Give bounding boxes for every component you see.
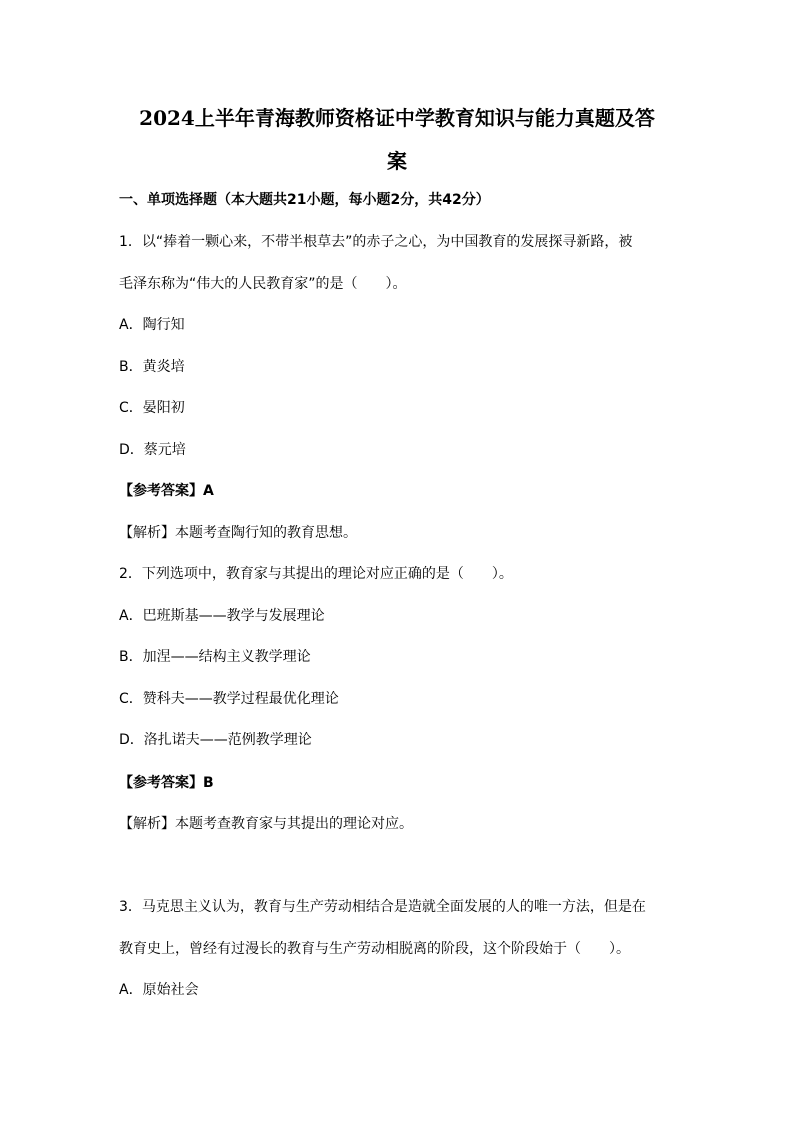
question-3-option-a: A．原始社会	[119, 982, 199, 998]
question-2-stem: 2．下列选项中，教育家与其提出的理论对应正确的是（ ）。	[119, 566, 513, 582]
question-1-option-a: A．陶行知	[119, 317, 185, 333]
question-1-analysis: 【解析】本题考查陶行知的教育思想。	[119, 525, 357, 541]
question-3-stem-line-1: 3．马克思主义认为，教育与生产劳动相结合是造就全面发展的人的唯一方法，但是在	[119, 899, 646, 915]
question-2-option-c: C．赞科夫——教学过程最优化理论	[119, 691, 339, 707]
question-3-stem-line-2: 教育史上，曾经有过漫长的教育与生产劳动相脱离的阶段，这个阶段始于（ ）。	[119, 941, 630, 957]
question-2-option-a: A．巴班斯基——教学与发展理论	[119, 608, 325, 624]
question-1-option-c: C．晏阳初	[119, 400, 185, 416]
question-1-stem-line-2: 毛泽东称为“伟大的人民教育家”的是（ ）。	[119, 276, 407, 292]
question-1-option-b: B．黄炎培	[119, 359, 185, 375]
question-2-option-b: B．加涅——结构主义教学理论	[119, 649, 311, 665]
question-1-answer: 【参考答案】A	[119, 483, 214, 499]
question-2-option-d: D．洛扎诺夫——范例教学理论	[119, 732, 312, 748]
section-heading: 一、单项选择题（本大题共21小题，每小题2分，共42分）	[119, 192, 490, 208]
question-1-option-d: D．蔡元培	[119, 442, 186, 458]
document-title-line-2: 案	[387, 149, 407, 173]
question-2-answer: 【参考答案】B	[119, 775, 214, 791]
question-1-stem-line-1: 1．以“捧着一颗心来，不带半根草去”的赤子之心，为中国教育的发展探寻新路，被	[119, 234, 633, 250]
question-2-analysis: 【解析】本题考查教育家与其提出的理论对应。	[119, 816, 413, 832]
document-title-line-1: 2024上半年青海教师资格证中学教育知识与能力真题及答	[139, 106, 655, 130]
